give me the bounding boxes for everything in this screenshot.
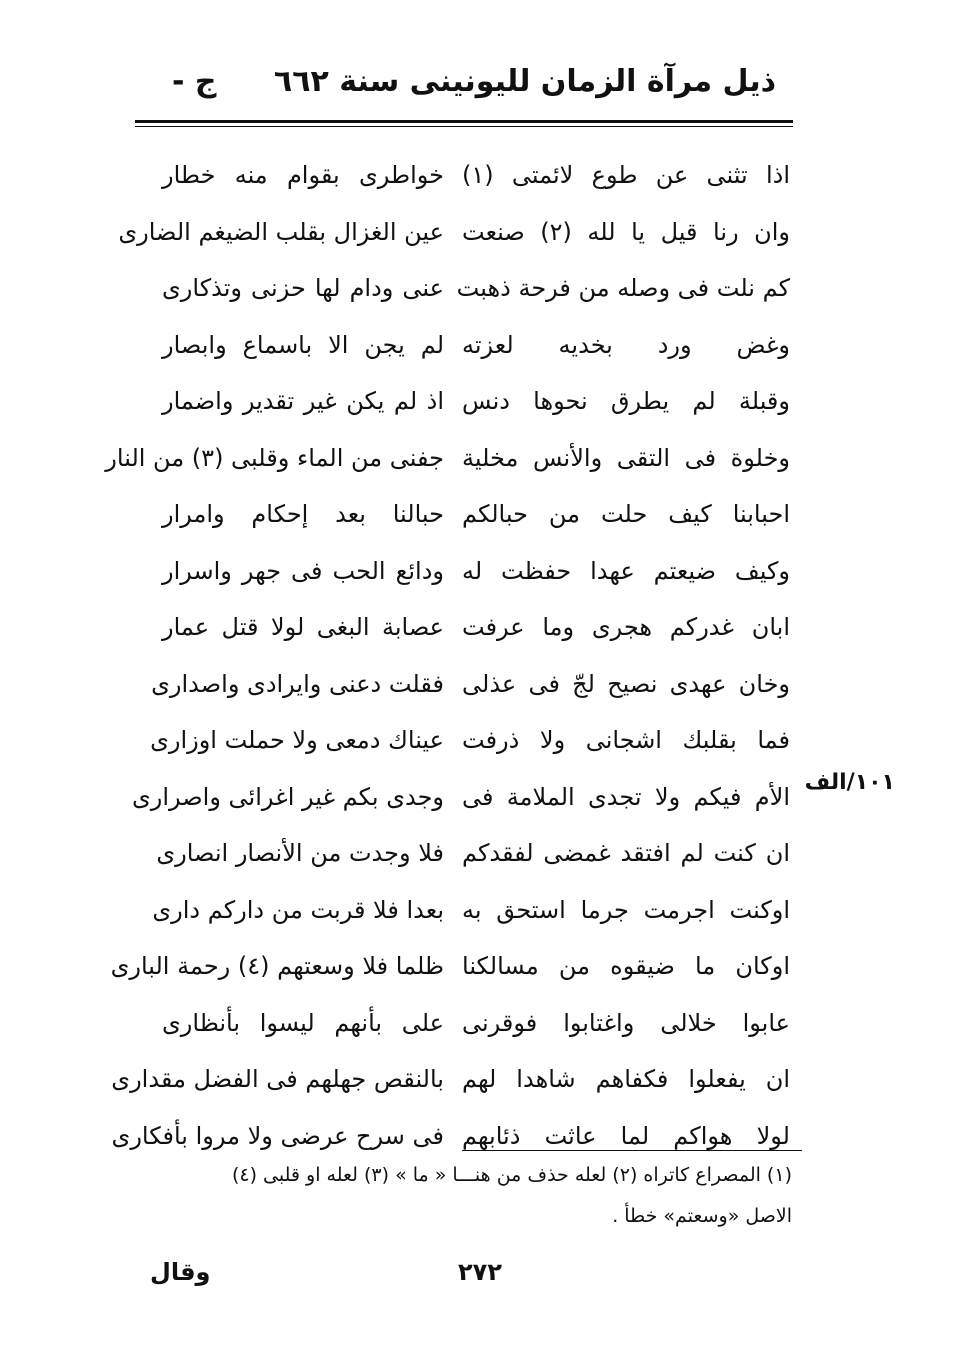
verse-line [0, 602, 956, 659]
verse-first-hemistich: احبابنا كيف حلت من حبالكم [462, 500, 790, 528]
footnote-rule [462, 1150, 802, 1151]
manuscript-folio-marker: ١٠١/الف [804, 770, 895, 795]
verse-first-hemistich: اذا تثنى عن طوع لائمتى (١) [462, 161, 790, 189]
header-rule-thin [135, 126, 793, 127]
verse-first-hemistich: وكيف ضيعتم عهدا حفظت له [462, 556, 790, 585]
verse-second-hemistich: خواطرى بقوام منه خطار [162, 161, 444, 189]
verse-second-hemistich: لم يجن الا باسماع وابصار [162, 330, 444, 359]
verse-second-hemistich: حبالنا بعد إحكام وامرار [162, 500, 444, 528]
running-header-volume: ج - [172, 64, 217, 99]
running-header-title: ذيل مرآة الزمان لليونينى سنة ٦٦٢ [273, 64, 776, 99]
verse-second-hemistich: عصابة البغى لولا قتل عمار [162, 613, 444, 641]
verse-second-hemistich: عيناك دمعى ولا حملت اوزارى [150, 726, 444, 754]
verse-line [0, 659, 956, 716]
verse-line [0, 150, 956, 207]
verse-line [0, 546, 956, 603]
verse-first-hemistich: وخان عهدى نصيح لجّ فى عذلى [462, 669, 790, 698]
catchword: وقال [150, 1258, 211, 1286]
verse-second-hemistich: على بأنهم ليسوا بأنظارى [162, 1008, 444, 1037]
verse-second-hemistich: بعدا فلا قربت من داركم دارى [152, 895, 444, 924]
verse-second-hemistich: ظلما فلا وسعتهم (٤) رحمة البارى [110, 952, 444, 980]
verse-first-hemistich: كم نلت فى وصله من فرحة ذهبت [456, 274, 790, 302]
footnote-line: الاصل «وسعتم» خطأ . [612, 1205, 792, 1227]
verse-line [0, 489, 956, 546]
verse-line [0, 715, 956, 772]
verse-line [0, 1111, 956, 1168]
verse-second-hemistich: فى سرح عرضى ولا مروا بأفكارى [111, 1121, 444, 1150]
verse-line [0, 263, 956, 320]
verse-second-hemistich: جفنى من الماء وقلبى (٣) من النار [105, 443, 444, 472]
verse-first-hemistich: عابوا خلالى واغتابوا فوقرنى [462, 1008, 790, 1037]
verse-first-hemistich: اوكنت اجرمت جرما استحق به [462, 895, 790, 924]
verse-first-hemistich: اوكان ما ضيقوه من مسالكنا [462, 952, 790, 980]
verse-second-hemistich: وجدى بكم غير اغرائى واصرارى [132, 782, 444, 811]
verse-line [0, 207, 956, 264]
verse-first-hemistich: وان رنا قيل يا لله (٢) صنعت [462, 217, 790, 246]
poem-verses [0, 150, 956, 1167]
verse-line [0, 941, 956, 998]
verse-second-hemistich: اذ لم يكن غير تقدير واضمار [162, 387, 444, 415]
verse-first-hemistich: لولا هواكم لما عاثت ذئابهم [462, 1121, 790, 1150]
verse-first-hemistich: ابان غدركم هجرى وما عرفت [462, 613, 790, 641]
verse-line [0, 376, 956, 433]
verse-line [0, 828, 956, 885]
verse-second-hemistich: ودائع الحب فى جهر واسرار [162, 556, 444, 585]
verse-first-hemistich: ان كنت لم افتقد غمضى لفقدكم [462, 839, 790, 867]
verse-line [0, 1054, 956, 1111]
verse-second-hemistich: بالنقص جهلهم فى الفضل مقدارى [111, 1065, 444, 1093]
verse-second-hemistich: فلا وجدت من الأنصار انصارى [156, 839, 444, 867]
footnote-line: (١) المصراع كاتراه (٢) لعله حذف من هنـــا « ما » (٣) لعله او قلبى (٤) [231, 1164, 792, 1186]
verse-line [0, 998, 956, 1055]
verse-first-hemistich: ان يفعلوا فكفاهم شاهدا لهم [462, 1065, 790, 1093]
verse-line [0, 885, 956, 942]
verse-second-hemistich: فقلت دعنى وايرادى واصدارى [151, 669, 444, 698]
verse-first-hemistich: الأم فيكم ولا تجدى الملامة فى [462, 782, 790, 811]
header-rule-thick [135, 120, 793, 123]
page-number: ٢٧٢ [458, 1258, 502, 1286]
verse-first-hemistich: وخلوة فى التقى والأنس مخلية [462, 443, 790, 472]
verse-line [0, 320, 956, 377]
verse-first-hemistich: فما بقلبك اشجانى ولا ذرفت [462, 726, 790, 754]
verse-first-hemistich: وغض ورد بخديه لعزته [462, 330, 790, 359]
verse-first-hemistich: وقبلة لم يطرق نحوها دنس [462, 387, 790, 415]
verse-second-hemistich: عين الغزال بقلب الضيغم الضارى [118, 217, 444, 246]
verse-second-hemistich: عنى ودام لها حزنى وتذكارى [162, 274, 444, 302]
verse-line [0, 433, 956, 490]
